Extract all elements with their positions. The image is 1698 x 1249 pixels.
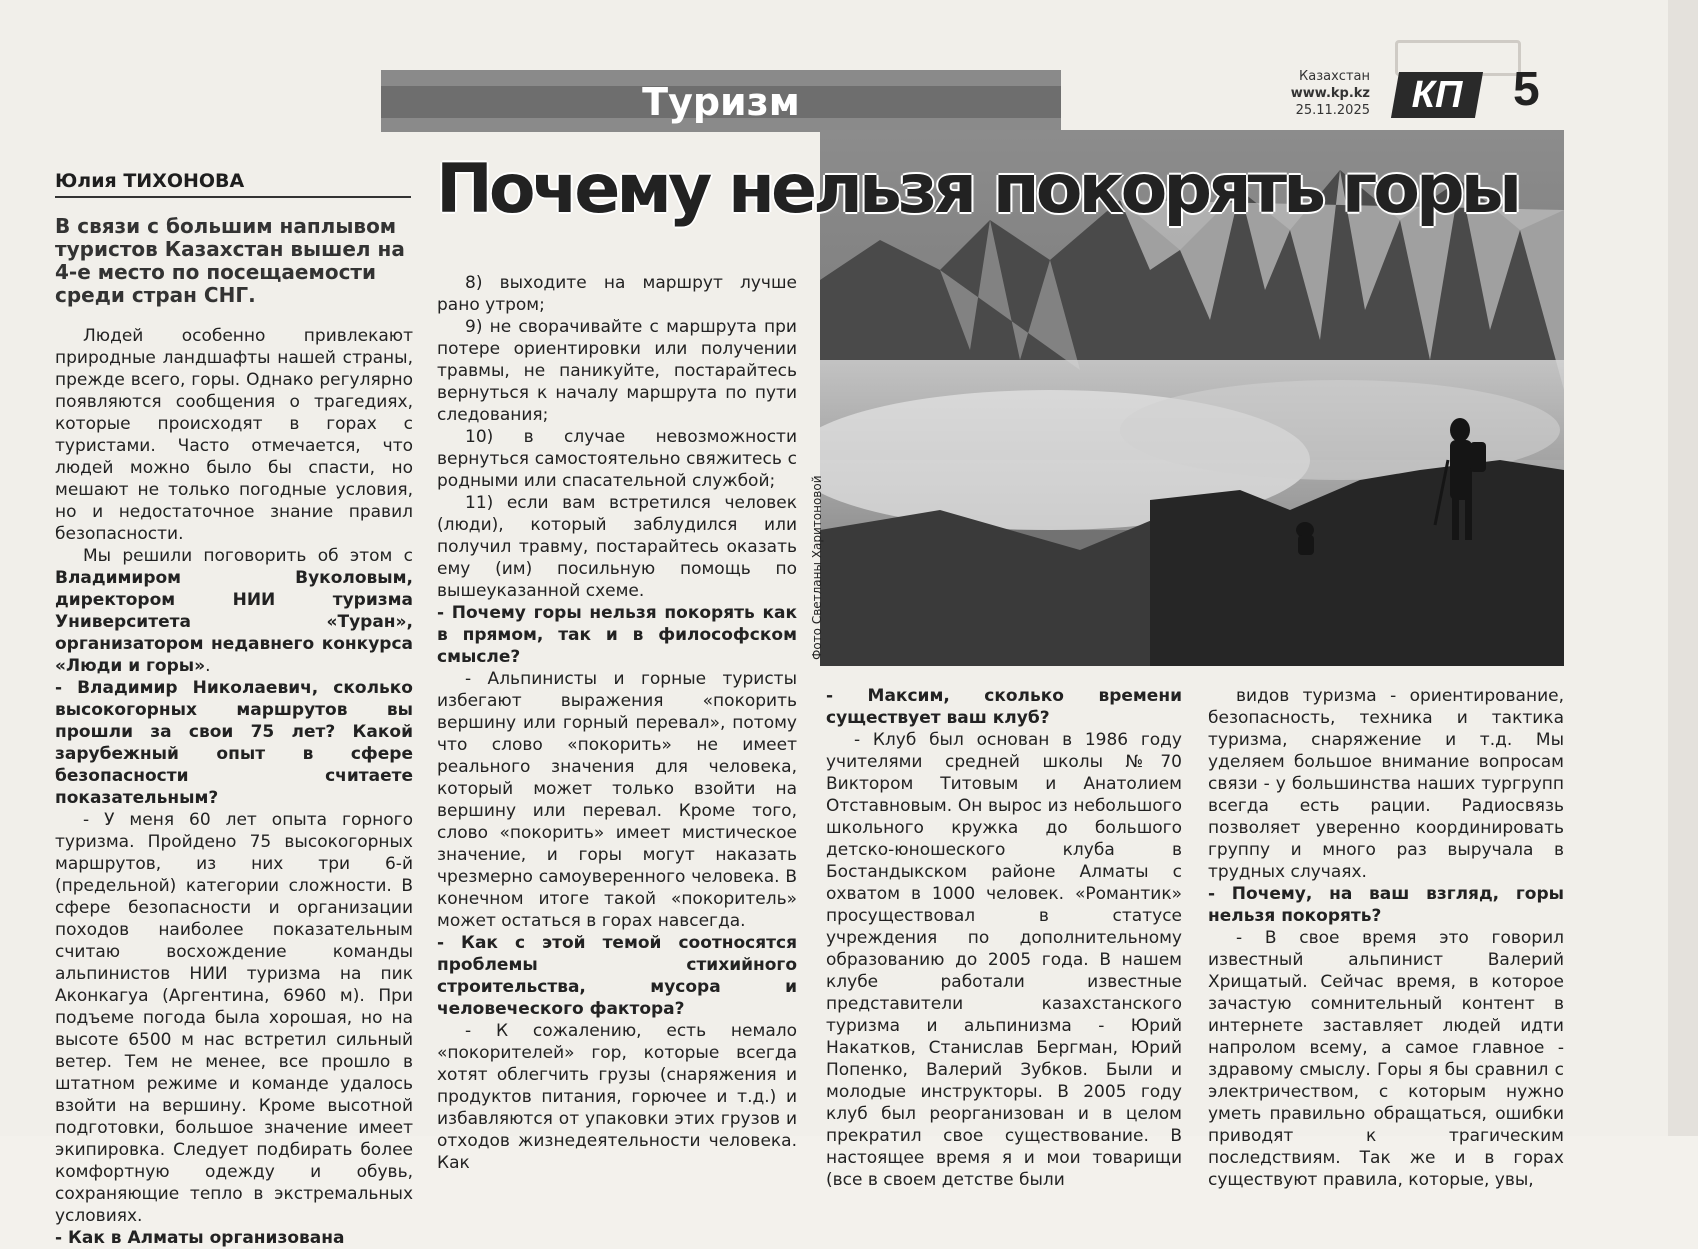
paragraph-text: 10) в случае невозможности вернуться самостоятельно свяжитесь с родными или спасательной службой;	[437, 427, 797, 491]
author-rule	[55, 196, 411, 198]
page-fold-shadow	[1668, 0, 1698, 1136]
article-paragraph	[55, 809, 413, 1227]
paragraph-end-text: .	[205, 656, 211, 676]
kp-logo-text: КП	[1411, 74, 1463, 116]
article-paragraph	[1208, 927, 1564, 1191]
interview-question: - Как с этой темой соотносятся проблемы стихийного строительства, мусора и человеческого фактора?	[437, 933, 797, 1019]
article-paragraph	[55, 325, 413, 545]
article-column-1	[55, 325, 413, 1249]
paragraph-text: 11) если вам встретился человек (люди), который заблудился или получил травму, постарайтесь оказать ему (им) посильную помощь по вышеуказанной схеме.	[437, 493, 797, 601]
paragraph-text: видов туризма - ориентирование, безопасность, техника и тактика туризма, снаряжение и т.д. Мы уделяем большое внимание вопросам связи - у большинства наших тургрупп всегда есть рации. Радиосвязь позволяет уверенно координировать группу и много раз выручала в трудных случаях.	[1208, 686, 1564, 882]
article-paragraph	[437, 668, 797, 932]
article-column-2	[437, 272, 797, 1174]
article-column-3	[826, 685, 1182, 1191]
article-paragraph	[437, 1020, 797, 1174]
article-paragraph	[437, 316, 797, 426]
article-headline: Почему нельзя покорять горы	[436, 150, 1519, 229]
interview-question: - Почему горы нельзя покорять как в прямом, так и в философском смысле?	[437, 603, 797, 667]
page-number: 5	[1513, 63, 1540, 116]
article-paragraph	[437, 272, 797, 316]
paragraph-bold-text: Владимиром Вуколовым, директором НИИ туризма Университета «Туран», организатором недавнего конкурса «Люди и горы»	[55, 568, 413, 676]
article-lead: В связи с большим наплывом туристов Казахстан вышел на 4-е место по посещаемости среди стран СНГ.	[55, 214, 405, 307]
masthead-site: www.kp.kz	[1290, 86, 1370, 101]
interview-question: - Почему, на ваш взгляд, горы нельзя покорять?	[1208, 884, 1564, 926]
paragraph-text: - В свое время это говорил известный альпинист Валерий Хрищатый. Сейчас время, в которое зачастую сомнительный контент в интернете заставляет людей идти напролом всему, а самое главное - здравому смыслу. Горы я бы сравнил с электричеством, с которым нужно уметь правильно обращаться, ошибки приводят к трагическим последствиям. Так же и в горах существуют правила, которые, увы,	[1208, 928, 1564, 1190]
article-paragraph	[437, 492, 797, 602]
article-paragraph	[826, 729, 1182, 1191]
paragraph-text: - У меня 60 лет опыта горного туризма. Пройдено 75 высокогорных маршрутов, из них три 6-й (предельной) категории сложности. В сфере безопасности и организации походов наиболее показательным считаю восхождение команды альпинистов НИИ туризма на пик Аконкагуа (Аргентина, 6960 м). При подъеме погода была хорошая, но на высоте 6500 м нас встретил сильный ветер. Тем не менее, все прошло в штатном режиме и команде удалось взойти на вершину. Кроме высотной подготовки, большое значение имеет экипировка. Следует подбирать более комфортную одежду и обувь, сохраняющие тепло в экстремальных условиях.	[55, 810, 413, 1226]
article-paragraph	[1208, 685, 1564, 883]
article-column-4	[1208, 685, 1564, 1191]
paragraph-text: - Клуб был основан в 1986 году учителями средней школы №70 Виктором Титовым и Анатолием Отставновым. Он вырос из небольшого школьного кружка до большого детско-юношеского клуба в Бостандыкском районе Алматы с охватом в 1000 человек. «Романтик» просуществовал в статусе учреждения по дополнительному образованию до 2005 года. В нашем клубе работали известные представители казахстанского туризма и альпинизма - Юрий Накатков, Станислав Бергман, Юрий Попенко, Валерий Зубков. Были и молодые инструкторы. В 2005 году клуб был реорганизован и в целом прекратил свое существование. В настоящее время я и мои товарищи (все в своем детстве были	[826, 730, 1182, 1190]
paragraph-text: Людей особенно привлекают природные ландшафты нашей страны, прежде всего, горы. Однако регулярно появляются сообщения о трагедиях, которые происходят в горах с туристами. Часто отмечается, что людей можно было бы спасти, но мешают не только погодные условия, но и недостаточное знание правил безопасности.	[55, 326, 413, 544]
paragraph-text: - К сожалению, есть немало «покорителей» гор, которые всегда хотят облегчить грузы (снаряжения и продуктов питания, горючее и т.д.) и избавляются от упаковки этих грузов и отходов жизнедеятельности человека. Как	[437, 1021, 797, 1173]
masthead-date: 25.11.2025	[1295, 103, 1370, 118]
interview-question: - Максим, сколько времени существует ваш клуб?	[826, 686, 1182, 728]
article-paragraph	[437, 426, 797, 492]
paragraph-text: - Альпинисты и горные туристы избегают выражения «покорить вершину или горный перевал», потому что слово «покорить» не имеет реального значения для человека, который может только взойти на вершину или перевал. Кроме того, слово «покорить» имеет мистическое значение, и горы могут наказать чрезмерно самоуверенного человека. В конечном итоге такой «покоритель» может остаться в горах навсегда.	[437, 669, 797, 931]
rubric-label: Туризм	[642, 80, 800, 124]
kp-logo	[1391, 72, 1483, 118]
article-paragraph	[55, 545, 413, 677]
section-rubric	[381, 70, 1061, 132]
interview-question: - Владимир Николаевич, сколько высокогорных маршрутов вы прошли за свои 75 лет? Какой зарубежный опыт в сфере безопасности считаете показательным?	[55, 678, 413, 808]
paragraph-text: Мы решили поговорить об этом с	[83, 546, 413, 566]
masthead-info	[1262, 68, 1370, 119]
paragraph-text: 8) выходите на маршрут лучше рано утром;	[437, 273, 797, 315]
bleed-through-shape	[1395, 40, 1521, 76]
photo-credit: Фото Светланы Харитоновой	[810, 475, 824, 660]
article-author: Юлия ТИХОНОВА	[55, 170, 245, 192]
masthead-country: Казахстан	[1299, 69, 1370, 84]
paragraph-text: 9) не сворачивайте с маршрута при потере ориентировки или получении травмы, не паникуйте, постарайтесь вернуться к началу маршрута по пути следования;	[437, 317, 797, 425]
interview-question: - Как в Алматы организована	[55, 1228, 345, 1248]
